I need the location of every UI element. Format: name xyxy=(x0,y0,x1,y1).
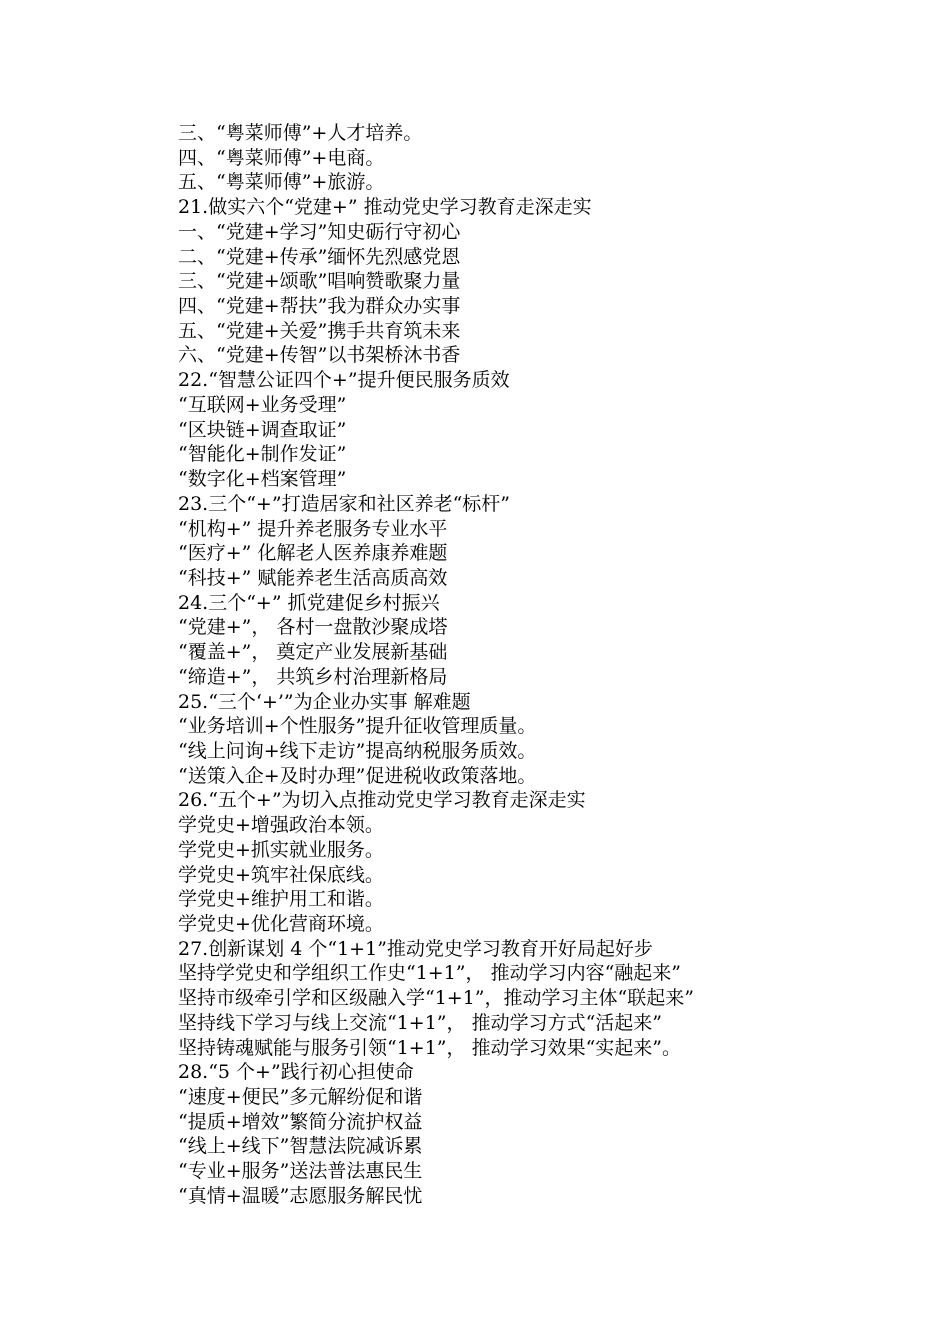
text-line: 28.“5 个+”践行初心担使命 xyxy=(178,1061,414,1084)
text-line: “真情+温暖”志愿服务解民忧 xyxy=(178,1184,423,1207)
text-line: “提质+增效”繁简分流护权益 xyxy=(178,1110,423,1133)
text-line: 坚持市级牵引学和区级融入学“1+1”，推动学习主体“联起来” xyxy=(178,987,694,1010)
text-line: “覆盖+”， 奠定产业发展新基础 xyxy=(178,641,448,664)
text-line: 四、“党建+帮扶”我为群众办实事 xyxy=(178,295,461,318)
text-line: 五、“党建+关爱”携手共育筑未来 xyxy=(178,319,461,342)
text-line: 二、“党建+传承”缅怀先烈感党恩 xyxy=(178,245,461,268)
text-line: 四、“粤菜师傅”+电商。 xyxy=(178,146,385,169)
text-line: 23.三个“+”打造居家和社区养老“标杆” xyxy=(178,492,510,515)
text-line: 24.三个“+” 抓党建促乡村振兴 xyxy=(178,591,440,614)
text-line: “科技+” 赋能养老生活高质高效 xyxy=(178,566,448,589)
document-body xyxy=(178,121,878,1209)
text-line: “数字化+档案管理” xyxy=(178,468,347,491)
text-line: “党建+”， 各村一盘散沙聚成塔 xyxy=(178,616,448,639)
text-line: 学党史+抓实就业服务。 xyxy=(178,838,384,861)
text-line: “线上问询+线下走访”提高纳税服务质效。 xyxy=(178,739,537,762)
text-line: 三、“粤菜师傅”+人才培养。 xyxy=(178,122,423,144)
text-line: 27.创新谋划 4 个“1+1”推动党史学习教育开好局起好步 xyxy=(178,937,653,960)
text-line: 学党史+增强政治本领。 xyxy=(178,814,384,837)
text-line: 学党史+维护用工和谐。 xyxy=(178,888,384,911)
text-line: 一、“党建+学习”知史砺行守初心 xyxy=(178,220,461,243)
text-line: 坚持线下学习与线上交流“1+1”， 推动学习方式“活起来” xyxy=(178,1011,662,1034)
text-line: “区块链+调查取证” xyxy=(178,418,347,441)
text-line: 22.“智慧公证四个+”提升便民服务质效 xyxy=(178,369,510,392)
text-line: “线上+线下”智慧法院减诉累 xyxy=(178,1135,423,1158)
text-line: 三、“党建+颂歌”唱响赞歌聚力量 xyxy=(178,270,461,293)
text-line: “智能化+制作发证” xyxy=(178,443,347,466)
text-line: “缔造+”， 共筑乡村治理新格局 xyxy=(178,665,448,688)
text-line: “医疗+” 化解老人医养康养难题 xyxy=(178,542,448,565)
text-line: 坚持铸魂赋能与服务引领“1+1”， 推动学习效果“实起来”。 xyxy=(178,1036,681,1059)
text-line: “业务培训+个性服务”提升征收管理质量。 xyxy=(178,715,537,738)
text-line: “速度+便民”多元解纷促和谐 xyxy=(178,1086,423,1109)
text-line: 坚持学党史和学组织工作史“1+1”， 推动学习内容“融起来” xyxy=(178,962,681,985)
text-line: “机构+” 提升养老服务专业水平 xyxy=(178,517,448,540)
text-line: 25.“三个‘+’”为企业办实事 解难题 xyxy=(178,690,471,713)
text-line: “互联网+业务受理” xyxy=(178,393,347,416)
text-line: “专业+服务”送法普法惠民生 xyxy=(178,1160,423,1183)
text-line: 26.“五个+”为切入点推动党史学习教育走深走实 xyxy=(178,789,586,812)
text-line: 学党史+优化营商环境。 xyxy=(178,913,384,935)
text-line: 五、“粤菜师傅”+旅游。 xyxy=(178,171,385,194)
text-line: 21.做实六个“党建+” 推动党史学习教育走深走实 xyxy=(178,196,592,219)
text-line: 六、“党建+传智”以书架桥沐书香 xyxy=(178,344,461,367)
text-line: “送策入企+及时办理”促进税收政策落地。 xyxy=(178,764,537,787)
text-line: 学党史+筑牢社保底线。 xyxy=(178,863,384,886)
